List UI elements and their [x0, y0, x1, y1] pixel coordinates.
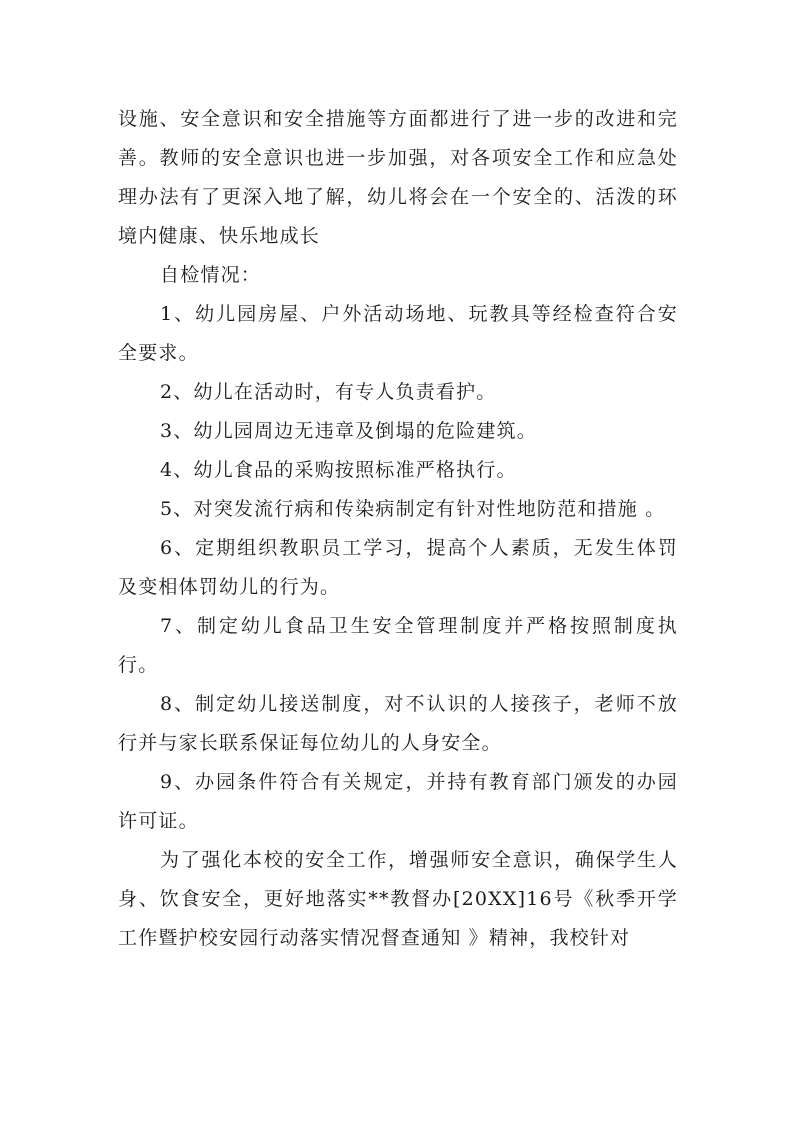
paragraph-self-check-heading: 自检情况：	[160, 264, 262, 286]
list-item-3: 3、幼儿园周边无违章及倒塌的危险建筑。	[160, 420, 537, 442]
paragraph-closing: 为了强化本校的安全工作，增强师安全意识，确保学生人身、饮食安全，更好地落实**教督办[20XX]16号《秋季开学工作暨护校安园行动落实情况督查通知 》精神，我校针对	[118, 849, 678, 949]
list-item-8: 8、制定幼儿接送制度，对不认识的人接孩子，老师不放行并与家长联系保证每位幼儿的人身安全。	[118, 693, 678, 754]
list-item-9: 9、办园条件符合有关规定，并持有教育部门颁发的办园许可证。	[118, 771, 678, 832]
list-item-4: 4、幼儿食品的采购按照标准严格执行。	[160, 459, 517, 481]
list-item-1: 1、幼儿园房屋、户外活动场地、玩教具等经检查符合安全要求。	[118, 303, 678, 364]
list-item-6: 6、定期组织教职员工学习，提高个人素质，无发生体罚及变相体罚幼儿的行为。	[118, 537, 678, 598]
paragraph-intro-continuation: 设施、安全意识和安全措施等方面都进行了进一步的改进和完善。教师的安全意识也进一步加强，对各项安全工作和应急处理办法有了更深入地了解，幼儿将会在一个安全的、活泼的环境内健康、快乐地成长	[118, 108, 678, 247]
list-item-5: 5、对突发流行病和传染病制定有针对性地防范和措施 。	[160, 498, 666, 520]
document-body	[118, 100, 678, 958]
list-item-7: 7、制定幼儿食品卫生安全管理制度并严格按照制度执行。	[118, 615, 678, 676]
list-item-2: 2、幼儿在活动时，有专人负责看护。	[160, 381, 497, 403]
